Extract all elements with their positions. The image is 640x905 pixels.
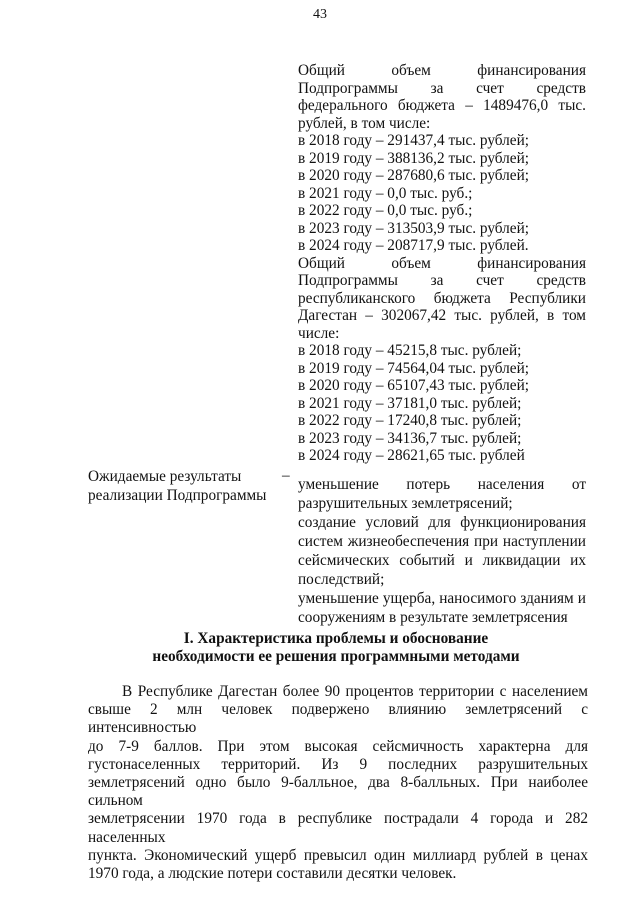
body-line: свыше 2 млн человек подвержено влиянию землетрясений с интенсивностью [88, 701, 588, 737]
federal-year-item: в 2018 году – 291437,4 тыс. рублей; [298, 132, 530, 149]
expected-results-line: уменьшение потерь населения от [298, 476, 586, 493]
body-line: пункта. Экономический ущерб превысил один миллиард рублей в ценах [88, 846, 588, 864]
expected-results-line: систем жизнеобеспечения при наступлении [298, 533, 586, 550]
republic-year-item: в 2024 году – 28621,65 тыс. рублей [298, 447, 525, 464]
republic-year-item: в 2021 году – 37181,0 тыс. рублей; [298, 394, 522, 412]
body-line: густонаселенных территорий. Из 9 последних разрушительных [88, 755, 588, 773]
expected-results-line: сооружениям в результате землетрясения [298, 609, 568, 626]
expected-results-line: уменьшение ущерба, наносимого зданиям и [298, 590, 586, 607]
republic-financing [298, 255, 586, 465]
row-dash: – [282, 467, 290, 484]
financing-block [298, 62, 586, 465]
page-number: 43 [313, 7, 327, 22]
expected-results-line: создание условий для функционирования [298, 514, 586, 531]
republic-line: Подпрограммы за счет средств [298, 272, 586, 289]
federal-financing [298, 62, 586, 255]
federal-line: рублей, в том числе: [298, 114, 431, 132]
body-line: В Республике Дагестан более 90 процентов территории с населением [122, 683, 588, 700]
republic-line: Дагестан – 302067,42 тыс. рублей, в том [298, 307, 586, 324]
expected-results-line: разрушительных землетрясений; [298, 495, 513, 512]
body-line: 1970 года, а людские потери составили десятки человек. [88, 865, 457, 883]
federal-year-item: в 2019 году – 388136,2 тыс. рублей; [298, 149, 530, 167]
expected-results-label [88, 467, 288, 505]
federal-year-item: в 2022 году – 0,0 тыс. руб.; [298, 202, 473, 219]
expected-results-text [298, 475, 586, 627]
republic-year-item: в 2022 году – 17240,8 тыс. рублей; [298, 412, 522, 429]
republic-line: числе: [298, 324, 340, 342]
federal-year-item: в 2023 году – 313503,9 тыс. рублей; [298, 219, 530, 237]
federal-line: федерального бюджета – 1489476,0 тыс. [298, 97, 586, 114]
expected-results-line: сейсмических событий и ликвидации их [298, 552, 586, 569]
body-paragraph [88, 683, 588, 883]
body-line: до 7-9 баллов. При этом высокая сейсмичность характерна для [88, 737, 588, 755]
republic-year-item: в 2020 году – 65107,43 тыс. рублей; [298, 377, 530, 394]
federal-year-item: в 2020 году – 287680,6 тыс. рублей; [298, 167, 530, 184]
section-title-line: I. Характеристика проблемы и обоснование [183, 630, 489, 647]
expected-results-line: последствий; [298, 571, 385, 588]
section-title [80, 630, 592, 666]
expected-results-label-line: реализации Подпрограммы [88, 487, 267, 504]
republic-line: республиканского бюджета Республики [298, 289, 586, 307]
republic-line: Общий объем финансирования [298, 254, 586, 272]
republic-year-item: в 2019 году – 74564,04 тыс. рублей; [298, 359, 530, 377]
republic-year-item: в 2018 году – 45215,8 тыс. рублей; [298, 342, 522, 359]
section-title-line: необходимости ее решения программными методами [152, 648, 520, 665]
body-line: землетрясений одно было 9-балльное, два 8-балльных. При наиболее сильном [88, 774, 588, 810]
federal-year-item: в 2021 году – 0,0 тыс. руб.; [298, 184, 473, 202]
federal-line: Подпрограммы за счет средств [298, 79, 586, 97]
republic-year-item: в 2023 году – 34136,7 тыс. рублей; [298, 429, 522, 447]
expected-results-label-line: Ожидаемые результаты [88, 468, 242, 485]
body-line: землетрясении 1970 года в республике пострадали 4 города и 282 населенных [88, 810, 588, 846]
federal-year-item: в 2024 году – 208717,9 тыс. рублей. [298, 237, 529, 254]
federal-line: Общий объем финансирования [298, 62, 586, 79]
